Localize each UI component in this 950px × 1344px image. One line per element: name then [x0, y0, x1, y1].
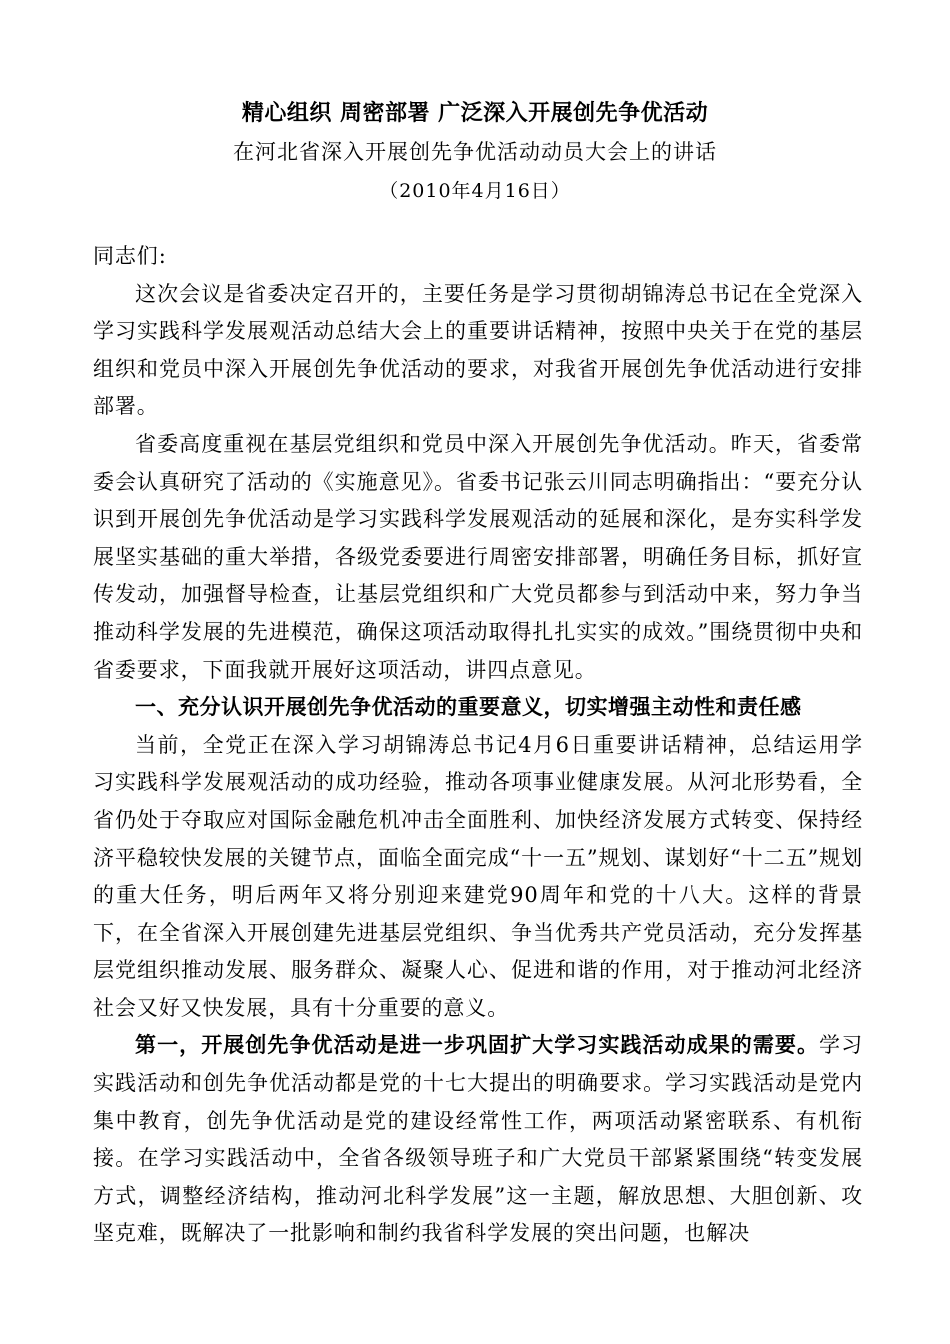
paragraph-first-point — [93, 1027, 863, 1253]
salutation: 同志们: — [93, 244, 167, 268]
document-title: 精心组织 周密部署 广泛深入开展创先争优活动 — [241, 101, 709, 126]
first-point-body: 学习实践活动和创先争优活动都是党的十七大提出的明确要求。学习实践活动是党内集中教育，创先争优活动是党的建设经常性工作，两项活动紧密联系、有机衔接。在学习实践活动中，全省各级领导班子和广大党员干部紧紧围绕“转变发展方式，调整经济结构，推动河北科学发展”这一主题，解放思想、大胆创新、攻坚克难，既解决了一批影响和制约我省科学发展的突出问题，也解决 — [93, 1033, 863, 1246]
document-body — [93, 238, 863, 1253]
section-heading-1: 一、充分认识开展创先争优活动的重要意义，切实增强主动性和责任感 — [135, 695, 802, 720]
document-subtitle: 在河北省深入开展创先争优活动动员大会上的讲话 — [233, 140, 717, 164]
document-date: （2010年4月16日） — [379, 180, 571, 202]
paragraph-committee: 省委高度重视在基层党组织和党员中深入开展创先争优活动。昨天，省委常委会认真研究了活动的《实施意见》。省委书记张云川同志明确指出：“要充分认识到开展创先争优活动是学习实践科学发展观活动的延展和深化，是夯实科学发展坚实基础的重大举措，各级党委要进行周密安排部署，明确任务目标，抓好宣传发动，加强督导检查，让基层党组织和广大党员都参与到活动中来，努力争当推动科学发展的先进模范，确保这项活动取得扎扎实实的成效。”围绕贯彻中央和省委要求，下面我就开展好这项活动，讲四点意见。 — [93, 431, 863, 682]
paragraph-context: 当前，全党正在深入学习胡锦涛总书记4月6日重要讲话精神，总结运用学习实践科学发展观活动的成功经验，推动各项事业健康发展。从河北形势看，全省仍处于夺取应对国际金融危机冲击全面胜利、加快经济发展方式转变、保持经济平稳较快发展的关键节点，面临全面完成“十一五”规划、谋划好“十二五”规划的重大任务，明后两年又将分别迎来建党90周年和党的十八大。这样的背景下，在全省深入开展创建先进基层党组织、争当优秀共产党员活动，充分发挥基层党组织推动发展、服务群众、凝聚人心、促进和谐的作用，对于推动河北经济社会又好又快发展，具有十分重要的意义。 — [93, 732, 863, 1020]
first-point-lead: 第一，开展创先争优活动是进一步巩固扩大学习实践活动成果的需要。 — [135, 1033, 820, 1058]
paragraph-intro: 这次会议是省委决定召开的，主要任务是学习贯彻胡锦涛总书记在全党深入学习实践科学发展观活动总结大会上的重要讲话精神，按照中央关于在党的基层组织和党员中深入开展创先争优活动的要求，对我省开展创先争优活动进行安排部署。 — [93, 281, 863, 419]
